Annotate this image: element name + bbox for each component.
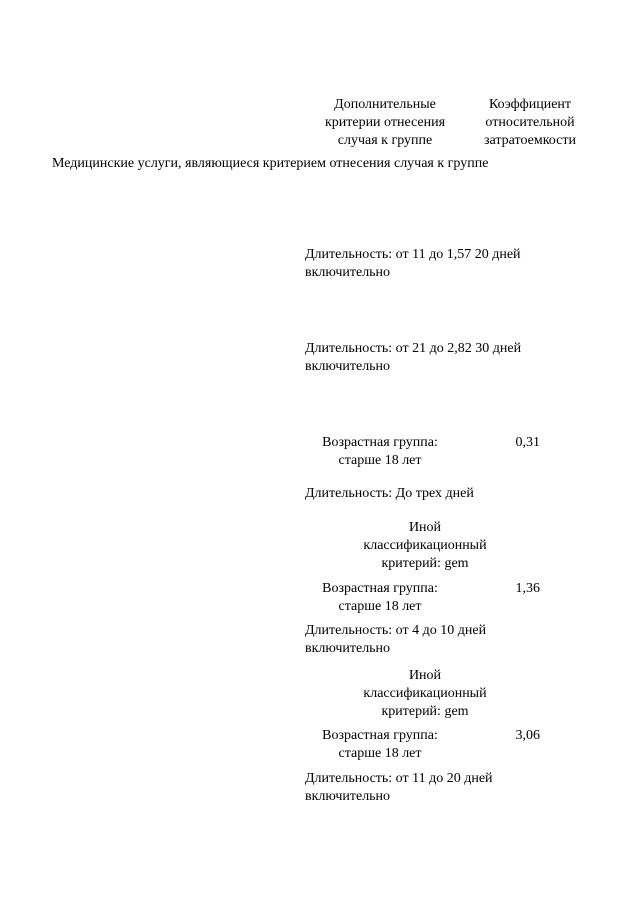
header-medical-services: Медицинские услуги, являющиеся критерием отнесения случая к группе: [52, 156, 489, 171]
duration-11-20-second: Длительность: от 11 до 20 дней включительно: [305, 771, 493, 804]
duration-21-30: Длительность: от 21 до 2,82 30 дней включительно: [305, 341, 522, 374]
coefficient-value-2: 1,36: [515, 581, 540, 596]
duration-upto-3: Длительность: До трех дней: [305, 486, 474, 501]
coefficient-value-3: 3,06: [515, 728, 540, 743]
duration-11-20-first: Длительность: от 11 до 1,57 20 дней включительно: [305, 247, 521, 280]
other-criterion-1: Иной классификационный критерий: gem: [363, 520, 487, 571]
age-group-3: Возрастная группа: старше 18 лет: [322, 728, 438, 761]
coefficient-value-1: 0,31: [515, 435, 540, 450]
duration-4-10: Длительность: от 4 до 10 дней включительно: [305, 623, 487, 656]
header-additional-criteria: Дополнительные критерии отнесения случая к группе: [324, 97, 446, 148]
age-group-1: Возрастная группа: старше 18 лет: [322, 435, 438, 468]
header-coefficient: Коэффициент относительной затратоемкости: [484, 97, 576, 148]
age-group-2: Возрастная группа: старше 18 лет: [322, 581, 438, 614]
other-criterion-2: Иной классификационный критерий: gem: [363, 668, 487, 719]
